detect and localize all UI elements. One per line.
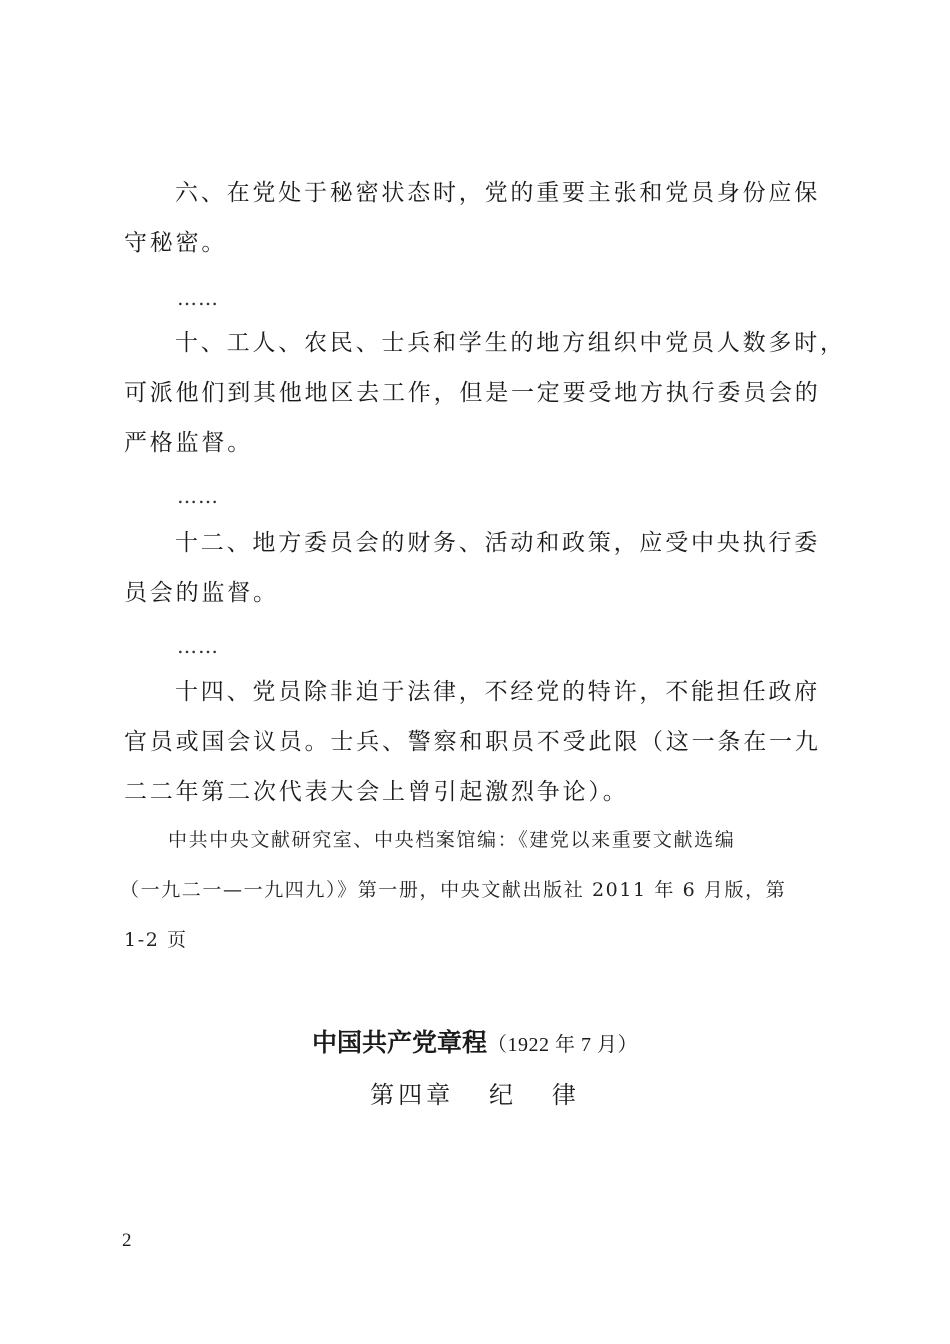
paragraph-14-line-3: 二二年第二次代表大会上曾引起激烈争论）。 — [124, 779, 629, 805]
paragraph-10-line-2: 可派他们到其他地区去工作，但是一定要受地方执行委员会的 — [124, 380, 821, 406]
page-number: 2 — [122, 1230, 132, 1251]
paragraph-10-line-3: 严格监督。 — [124, 430, 253, 456]
ellipsis-2: …… — [177, 484, 219, 508]
paragraph-6-line-2: 守秘密。 — [124, 230, 228, 256]
paragraph-6-line-1: 六、在党处于秘密状态时，党的重要主张和党员身份应保 — [175, 180, 820, 206]
paragraph-12-line-1: 十二、地方委员会的财务、活动和政策，应受中央执行委 — [175, 530, 820, 556]
paragraph-14-line-1: 十四、党员除非迫于法律，不经党的特许，不能担任政府 — [175, 679, 820, 705]
section-title — [0, 1023, 950, 1059]
chapter-heading: 第四章 纪 律 — [370, 1081, 580, 1109]
section-title-main: 中国共产党章程 — [311, 1028, 487, 1057]
citation-line-3: 1-2 页 — [124, 929, 188, 951]
paragraph-12-line-2: 员会的监督。 — [124, 580, 279, 606]
citation-line-2: （一九二一—一九四九）》第一册，中央文献出版社 2011 年 6 月版，第 — [120, 879, 787, 901]
ellipsis-1: …… — [177, 286, 219, 310]
citation-line-1: 中共中央文献研究室、中央档案馆编：《建党以来重要文献选编 — [168, 829, 736, 851]
paragraph-14-line-2: 官员或国会议员。士兵、警察和职员不受此限（这一条在一九 — [124, 729, 821, 755]
section-title-date: （1922 年 7 月） — [487, 1034, 638, 1056]
ellipsis-3: …… — [177, 634, 219, 658]
paragraph-10-line-1: 十、工人、农民、士兵和学生的地方组织中党员人数多时， — [175, 330, 846, 356]
